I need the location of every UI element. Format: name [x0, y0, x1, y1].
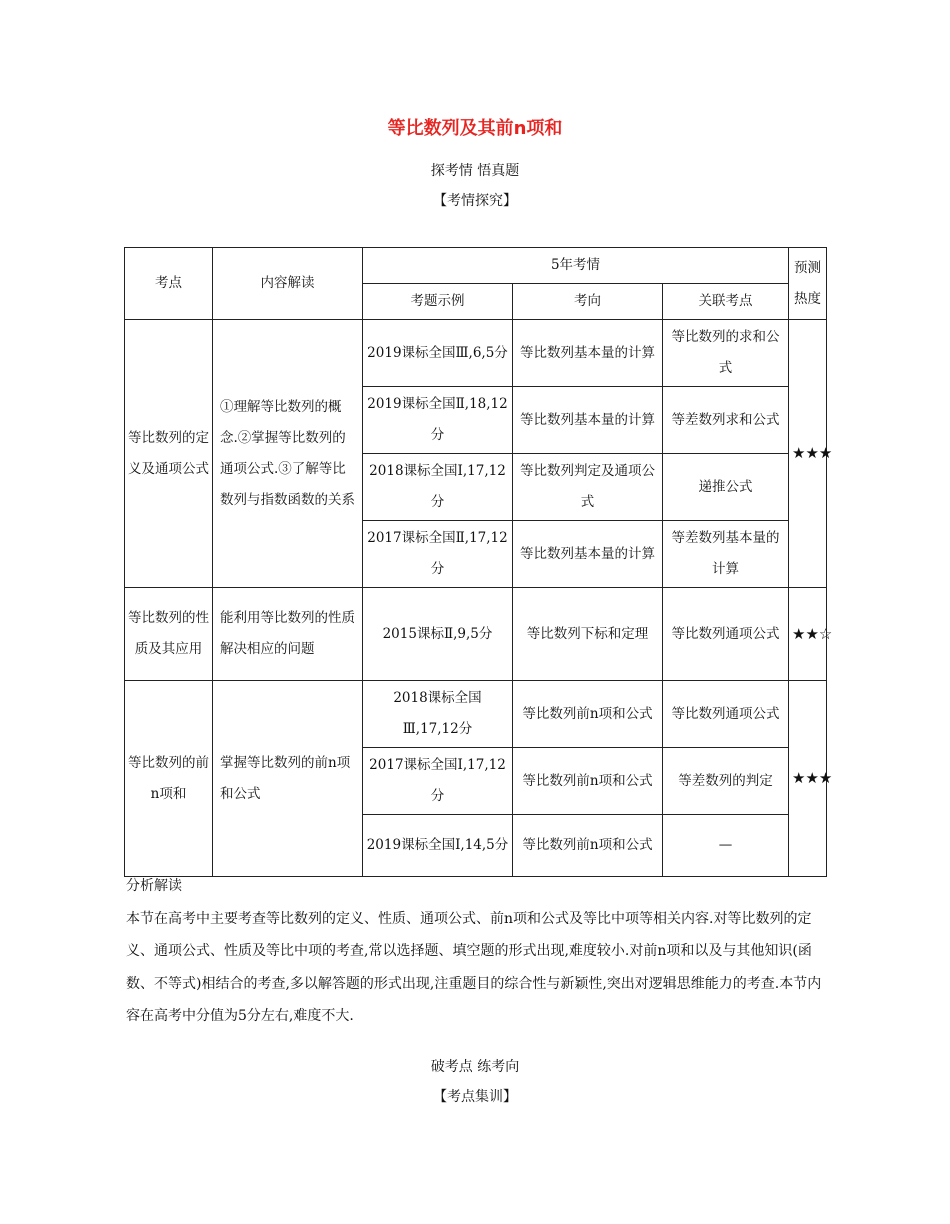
section-heading: 探考情 悟真题: [430, 163, 520, 179]
direction-cell: 等比数列前n项和公式: [513, 681, 663, 748]
related-cell: 等差数列基本量的计算: [663, 521, 789, 588]
example-cell: 2017课标全国Ⅰ,17,12分: [363, 748, 513, 815]
direction-cell: 等比数列基本量的计算: [513, 521, 663, 588]
related-cell: 等比数列通项公式: [663, 681, 789, 748]
content-cell: 掌握等比数列的前n项和公式: [213, 681, 363, 877]
point-cell: 等比数列的性质及其应用: [125, 588, 213, 681]
analysis-body: 本节在高考中主要考查等比数列的定义、性质、通项公式、前n项和公式及等比中项等相关内容.对等比数列的定义、通项公式、性质及等比中项的考查,常以选择题、填空题的形式出现,难度较小.对前n项和以及与其他知识(函数、不等式)相结合的考查,多以解答题的形式出现,注重题目的综合性与新颖性,突出对逻辑思维能力的考查.本节内容在高考中分值为5分左右,难度不大.: [126, 910, 822, 1024]
section-heading: 破考点 练考向: [430, 1059, 520, 1075]
point-cell: 等比数列的定义及通项公式: [125, 320, 213, 588]
direction-cell: 等比数列前n项和公式: [513, 815, 663, 877]
example-cell: 2018课标全国Ⅰ,17,12分: [363, 454, 513, 521]
example-cell: 2015课标Ⅱ,9,5分: [363, 588, 513, 681]
content-cell: 能利用等比数列的性质解决相应的问题: [213, 588, 363, 681]
header-example: 考题示例: [363, 284, 513, 320]
content-cell: ①理解等比数列的概念.②掌握等比数列的通项公式.③了解等比数列与指数函数的关系: [213, 320, 363, 588]
heat-rating: ★★★: [789, 320, 827, 588]
related-cell: 等差数列求和公式: [663, 387, 789, 454]
related-cell: 递推公式: [663, 454, 789, 521]
section-subheading: 【考点集训】: [433, 1089, 517, 1105]
header-related: 关联考点: [663, 284, 789, 320]
analysis-section: [126, 870, 826, 1033]
related-cell: 等比数列通项公式: [663, 588, 789, 681]
related-cell: 等比数列的求和公式: [663, 320, 789, 387]
header-kaodian: 考点: [125, 248, 213, 320]
direction-cell: 等比数列基本量的计算: [513, 387, 663, 454]
heat-rating: ★★★: [789, 681, 827, 877]
direction-cell: 等比数列下标和定理: [513, 588, 663, 681]
header-five-year: 5年考情: [363, 248, 789, 284]
point-cell: 等比数列的前n项和: [125, 681, 213, 877]
example-cell: 2017课标全国Ⅱ,17,12分: [363, 521, 513, 588]
example-cell: 2019课标全国Ⅰ,14,5分: [363, 815, 513, 877]
analysis-heading: 分析解读: [126, 878, 182, 894]
example-cell: 2019课标全国Ⅱ,18,12分: [363, 387, 513, 454]
example-cell: 2018课标全国Ⅲ,17,12分: [363, 681, 513, 748]
direction-cell: 等比数列判定及通项公式: [513, 454, 663, 521]
related-cell: —: [663, 815, 789, 877]
related-cell: 等差数列的判定: [663, 748, 789, 815]
example-cell: 2019课标全国Ⅲ,6,5分: [363, 320, 513, 387]
page-title: 等比数列及其前n项和: [387, 118, 563, 139]
header-neirong: 内容解读: [213, 248, 363, 320]
section-subheading: 【考情探究】: [433, 193, 517, 209]
direction-cell: 等比数列前n项和公式: [513, 748, 663, 815]
header-direction: 考向: [513, 284, 663, 320]
header-yuce: 预测热度: [789, 248, 827, 320]
heat-rating: ★★☆: [789, 588, 827, 681]
exam-analysis-table: [124, 247, 833, 877]
direction-cell: 等比数列基本量的计算: [513, 320, 663, 387]
